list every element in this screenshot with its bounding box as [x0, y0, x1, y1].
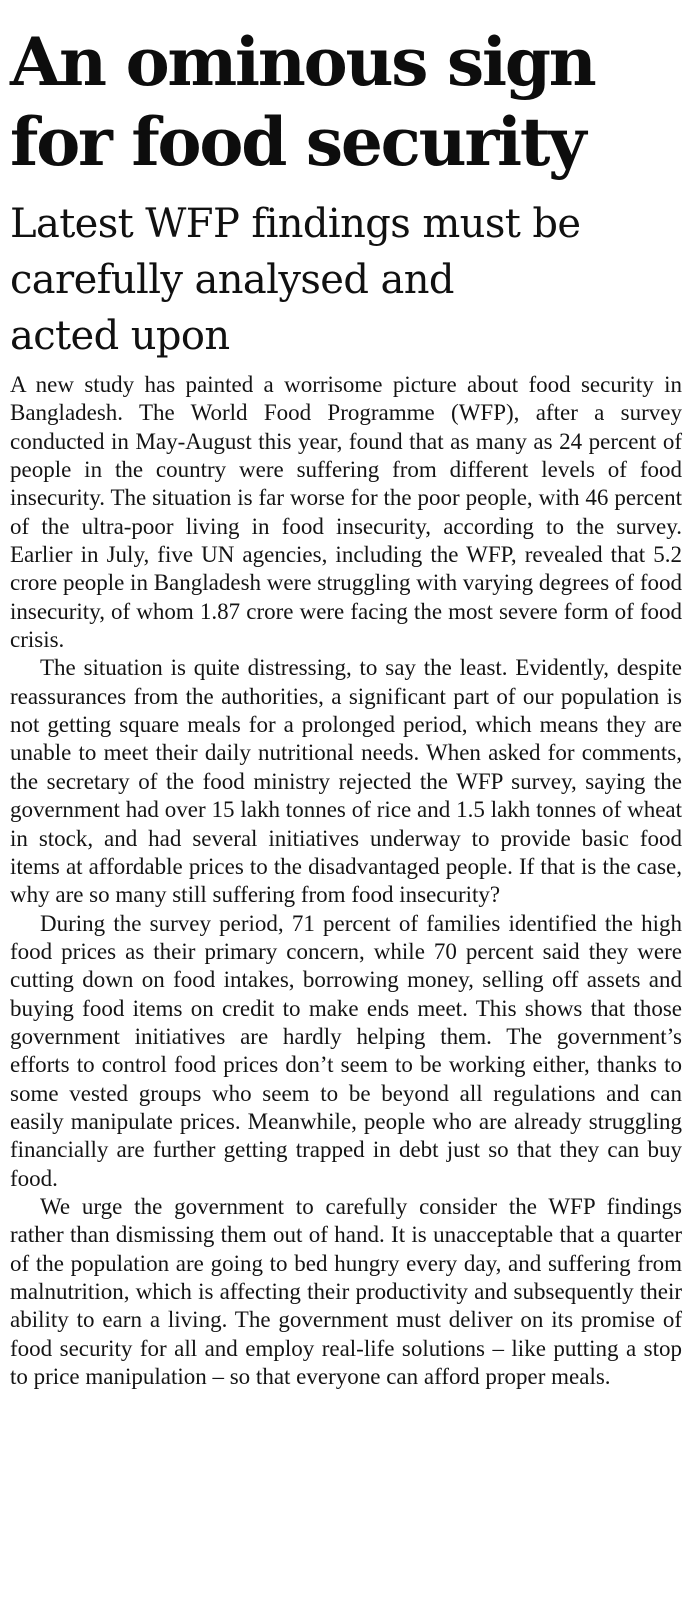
subheadline: [10, 196, 682, 364]
article-body: [10, 371, 682, 1391]
subheadline-line-3: acted upon: [10, 313, 230, 359]
headline: [10, 22, 682, 182]
body-paragraph-1: A new study has painted a worrisome picture about food security in Bangladesh. The World Food Programme (WFP), after a survey conducted in May-August this year, found that as many as 24 percent of people in the country were suffering from different levels of food insecurity. The situation is far worse for the poor people, with 46 percent of the ultra-poor living in food insecurity, according to the survey. Earlier in July, five UN agencies, including the WFP, revealed that 5.2 crore people in Bangladesh were struggling with varying degrees of food insecurity, of whom 1.87 crore were facing the most severe form of food crisis.: [10, 372, 682, 653]
subheadline-line-1: Latest WFP findings must be: [10, 201, 581, 247]
headline-line-2: for food security: [10, 103, 585, 181]
subheadline-line-2: carefully analysed and: [10, 257, 454, 303]
body-paragraph-4: We urge the government to carefully consider the WFP findings rather than dismissing them out of hand. It is unacceptable that a quarter of the population are going to bed hungry every day, and suffering from malnutrition, which is affecting their productivity and subsequently their ability to earn a living. The government must deliver on its promise of food security for all and employ real-life solutions – like putting a stop to price manipulation – so that everyone can afford proper meals.: [10, 1193, 682, 1390]
headline-line-1: An ominous sign: [10, 23, 595, 101]
body-paragraph-2: The situation is quite distressing, to say the least. Evidently, despite reassurances from the authorities, a significant part of our population is not getting square meals for a prolonged period, which means they are unable to meet their daily nutritional needs. When asked for comments, the secretary of the food ministry rejected the WFP survey, saying the government had over 15 lakh tonnes of rice and 1.5 lakh tonnes of wheat in stock, and had several initiatives underway to provide basic food items at affordable prices to the disadvantaged people. If that is the case, why are so many still suffering from food insecurity?: [10, 655, 682, 908]
body-paragraph-3: During the survey period, 71 percent of families identified the high food prices as their primary concern, while 70 percent said they were cutting down on food intakes, borrowing money, selling off assets and buying food items on credit to make ends meet. This shows that those government initiatives are hardly helping them. The government’s efforts to control food prices don’t seem to be working either, thanks to some vested groups who seem to be beyond all regulations and can easily manipulate prices. Meanwhile, people who are already struggling financially are further getting trapped in debt just so that they can buy food.: [10, 910, 682, 1191]
